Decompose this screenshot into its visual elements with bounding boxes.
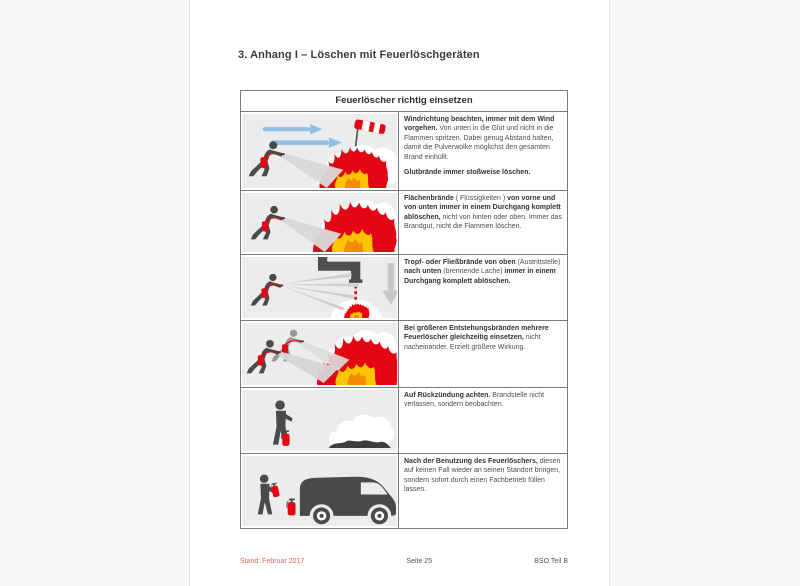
illustration-cell (241, 191, 399, 254)
page-footer (240, 558, 568, 565)
illustration-cell (241, 321, 399, 387)
reignition-watch-illustration (242, 390, 397, 451)
footer-date: Stand: Februar 2017 (240, 558, 305, 565)
footer-page-number: Seite 25 (406, 558, 433, 565)
illustration-cell (241, 112, 399, 190)
instruction-text: Auf Rückzündung achten. Brandstelle nicht verlassen, sondern beobachten. (404, 392, 545, 409)
table-row (241, 190, 567, 254)
instruction-text: Bei größeren Entstehungsbränden mehrere Feuerlöscher gleichzeitig einsetzen, nicht nacheinander. Erzielt größere Wirkung. (404, 325, 549, 351)
service-van-illustration (242, 456, 397, 526)
instructions-table (240, 90, 568, 529)
instruction-text: Tropf- oder Fließbrände von oben (Austrittstelle) nach unten (brennende Lache) immer in einem Durchgang komplett ablöschen. (404, 259, 561, 285)
table-row (241, 387, 567, 453)
instruction-text: Windrichtung beachten, immer mit dem Wind vorgehen. Von unten in die Glut und nicht in die Flammen spritzen. Dabei genug Abstand halten, damit die Pulverwolke möglichst den gesamten Brand einhüllt. Glutbrände immer stoßweise löschen. (404, 116, 555, 176)
table-row (241, 453, 567, 528)
document-page (189, 0, 610, 586)
table-row (241, 320, 567, 387)
illustration-cell (241, 454, 399, 528)
page-title: 3. Anhang I – Löschen mit Feuerlöschgeräten (238, 49, 480, 61)
illustration-cell (241, 388, 399, 453)
wind-direction-illustration (242, 114, 397, 188)
illustration-cell (241, 255, 399, 320)
instruction-text: Nach der Benutzung des Feuerlöschers, diesen auf keinen Fall wieder an seinen Standort bringen, sondern sofort durch einen Fachbetrieb füllen lassen. (404, 458, 561, 494)
instruction-text: Flächenbrände ( Flüssigkeiten ) von vorne und von unten immer in einem Durchgang komplett ablöschen, nicht von hinten oder oben. Immer das Brandgut, nicht die Flammen löschen. (404, 195, 562, 231)
two-firefighters-illustration (242, 323, 397, 385)
table-row (241, 254, 567, 320)
table-title: Feuerlöscher richtig einsetzen (335, 95, 473, 106)
footer-document-id: BSO Teil B (534, 558, 568, 565)
surface-fire-illustration (242, 193, 397, 252)
table-row (241, 111, 567, 190)
drip-fire-illustration (242, 257, 397, 318)
